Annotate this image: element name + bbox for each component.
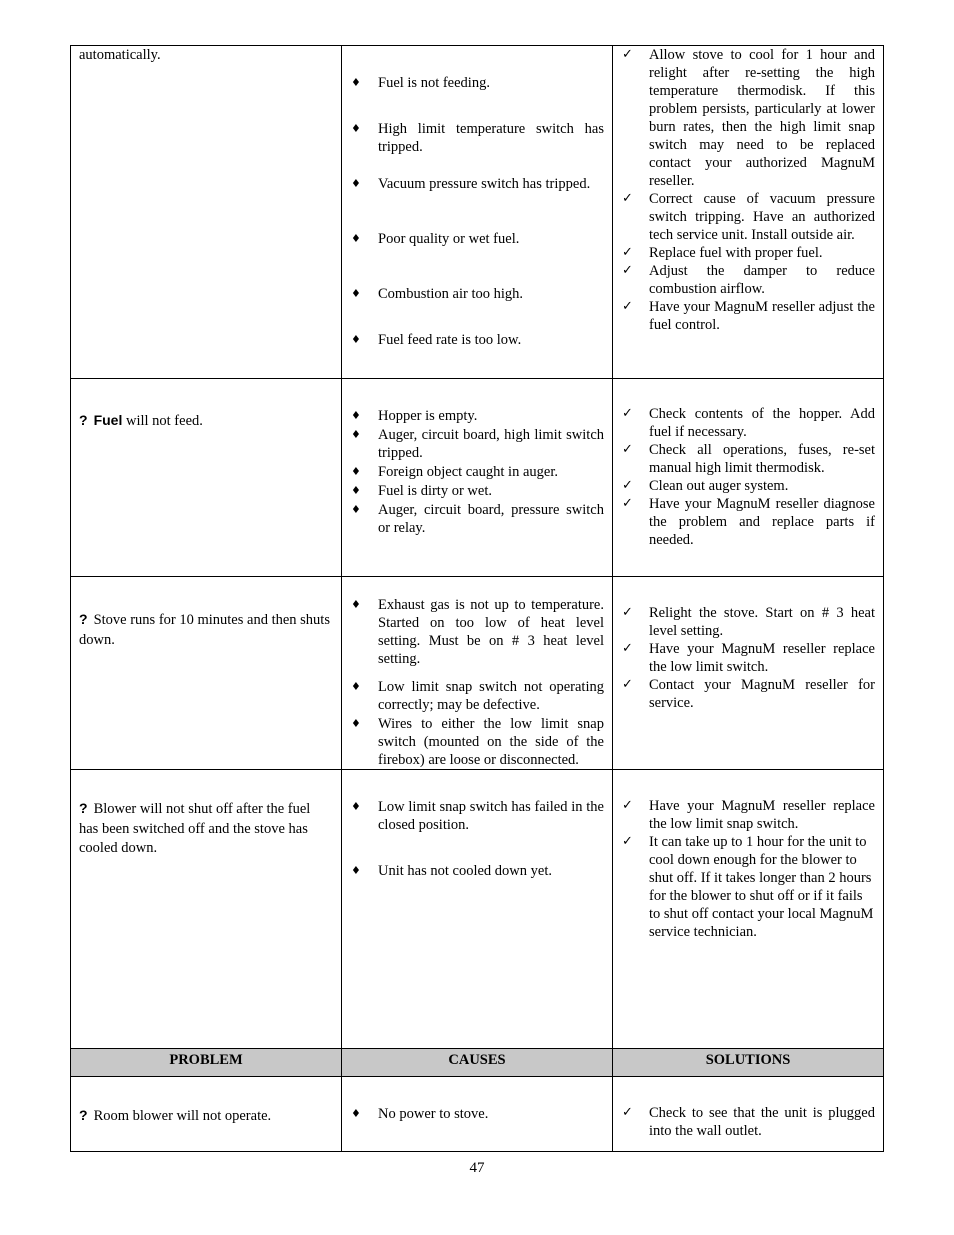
checkmark-icon: ✓ [622,1105,633,1120]
checkmark-icon: ✓ [622,677,633,692]
problem-cell [71,379,342,576]
problem-text: ? Stove runs for 10 minutes and then shuts down. [79,611,330,648]
solutions-cell [613,770,883,1048]
solutions-list [613,1077,883,1140]
diamond-bullet-icon: ♦ [351,428,361,441]
diamond-bullet-icon: ♦ [351,122,361,135]
diamond-bullet-icon: ♦ [351,232,361,245]
diamond-bullet-icon: ♦ [351,287,361,300]
list-item: ✓ It can take up to 1 hour for the unit to cool down enough for the blower to shut off. If it takes longer than 2 hours for the blower to shut off or if it fails to shut off contact your local MagnuM service technician. [622,834,874,940]
checkmark-icon: ✓ [622,406,633,421]
checkmark-icon: ✓ [622,478,633,493]
list-item: ♦ Combustion air too high. [351,286,523,302]
diamond-bullet-icon: ♦ [351,800,361,813]
checkmark-icon: ✓ [622,834,633,849]
question-mark-icon: ? [79,412,88,428]
diamond-bullet-icon: ♦ [351,598,361,611]
header-problem: PROBLEM [71,1049,342,1076]
problem-text: ? Fuel will not feed. [79,412,203,429]
checkmark-icon: ✓ [622,191,633,206]
checkmark-icon: ✓ [622,496,633,511]
list-item: ♦ Vacuum pressure switch has tripped. [351,176,591,192]
checkmark-icon: ✓ [622,641,633,656]
table-row [70,576,884,769]
checkmark-icon: ✓ [622,442,633,457]
diamond-bullet-icon: ♦ [351,465,361,478]
list-item: ✓ Correct cause of vacuum pressure switch tripping. Have an authorized tech service unit. Install outside air. [622,191,875,243]
causes-list [342,577,612,769]
solutions-list [613,379,883,549]
diamond-bullet-icon: ♦ [351,484,361,497]
problem-text: ? Room blower will not operate. [79,1107,272,1124]
list-item: ♦ Foreign object caught in auger. [351,464,558,480]
checkmark-icon: ✓ [622,245,633,260]
list-item: ♦ Low limit snap switch has failed in the closed position. [351,799,604,833]
causes-cell [342,379,613,576]
diamond-bullet-icon: ♦ [351,503,361,516]
list-item: ♦ No power to stove. [351,1106,489,1122]
checkmark-icon: ✓ [622,798,633,813]
solutions-cell [613,379,883,576]
question-mark-icon: ? [79,611,88,627]
diamond-bullet-icon: ♦ [351,76,361,89]
causes-list [342,1077,612,1123]
list-item: ♦ Fuel feed rate is too low. [351,332,522,348]
header-solutions: SOLUTIONS [705,1052,791,1068]
table-header-row [70,1048,884,1076]
table-row [70,1076,884,1152]
list-item: ✓ Replace fuel with proper fuel. [622,245,823,261]
list-item: ✓ Allow stove to cool for 1 hour and relight after re-setting the high temperature thermodisk. If this problem persists, particularly at lower burn rates, then the high limit snap switch may need to be replaced contact your authorized MagnuM reseller. [622,47,875,189]
problem-cell [71,1077,342,1151]
list-item: ♦ Poor quality or wet fuel. [351,231,520,247]
list-item: ✓ Have your MagnuM reseller replace the low limit snap switch. [622,798,875,832]
list-item: ✓ Have your MagnuM reseller adjust the fuel control. [622,299,875,333]
list-item: ✓ Check contents of the hopper. Add fuel if necessary. [622,406,875,440]
troubleshooting-table [70,45,884,1152]
header-causes: CAUSES [342,1049,613,1076]
diamond-bullet-icon: ♦ [351,1107,361,1120]
list-item: ✓ Contact your MagnuM reseller for service. [622,677,875,711]
causes-cell [342,46,613,378]
causes-list [342,379,612,537]
list-item: ♦ Wires to either the low limit snap switch (mounted on the side of the firebox) are loose or disconnected. [351,716,604,768]
list-item: ✓ Check all operations, fuses, re-set manual high limit thermodisk. [622,442,875,476]
table-row [70,45,884,378]
problem-cell [71,577,342,769]
table-row [70,769,884,1048]
solutions-cell [613,46,883,378]
problem-text: ? Blower will not shut off after the fuel has been switched off and the stove has cooled down. [79,800,311,856]
table-row [70,378,884,576]
page-number: 47 [469,1160,485,1176]
checkmark-icon: ✓ [622,263,633,278]
list-item: ♦ Fuel is not feeding. [351,75,490,91]
solutions-list [613,577,883,712]
list-item: ✓ Check to see that the unit is plugged into the wall outlet. [622,1105,875,1139]
list-item: ♦ Fuel is dirty or wet. [351,483,492,499]
checkmark-icon: ✓ [622,299,633,314]
diamond-bullet-icon: ♦ [351,409,361,422]
solutions-list [613,770,883,941]
list-item: ✓ Have your MagnuM reseller diagnose the problem and replace parts if needed. [622,496,875,548]
solutions-cell [613,1077,883,1151]
list-item: ♦ Auger, circuit board, high limit switch tripped. [351,427,604,461]
diamond-bullet-icon: ♦ [351,177,361,190]
list-item: ✓ Clean out auger system. [622,478,789,494]
checkmark-icon: ✓ [622,605,633,620]
diamond-bullet-icon: ♦ [351,333,361,346]
causes-cell [342,770,613,1048]
list-item: ♦ Unit has not cooled down yet. [351,863,552,879]
question-mark-icon: ? [79,1107,88,1123]
question-mark-icon: ? [79,800,88,816]
problem-cell [71,46,342,378]
list-item: ✓ Have your MagnuM reseller replace the low limit switch. [622,641,875,675]
list-item: ✓ Adjust the damper to reduce combustion airflow. [622,263,875,297]
solutions-list [613,46,883,334]
diamond-bullet-icon: ♦ [351,864,361,877]
list-item: ♦ Low limit snap switch not operating correctly; may be defective. [351,679,604,713]
causes-cell [342,577,613,769]
list-item: ♦ Exhaust gas is not up to temperature. Started on too low of heat level setting. Must be on # 3 heat level setting. [351,597,604,667]
list-item: ♦ Auger, circuit board, pressure switch or relay. [351,502,604,536]
list-item: ♦ High limit temperature switch has tripped. [351,121,604,155]
problem-cell [71,770,342,1048]
list-item: ♦ Hopper is empty. [351,408,478,424]
diamond-bullet-icon: ♦ [351,680,361,693]
solutions-cell [613,577,883,769]
checkmark-icon: ✓ [622,47,633,62]
diamond-bullet-icon: ♦ [351,717,361,730]
causes-cell [342,1077,613,1151]
problem-text: automatically. [79,47,161,63]
list-item: ✓ Relight the stove. Start on # 3 heat level setting. [622,605,875,639]
